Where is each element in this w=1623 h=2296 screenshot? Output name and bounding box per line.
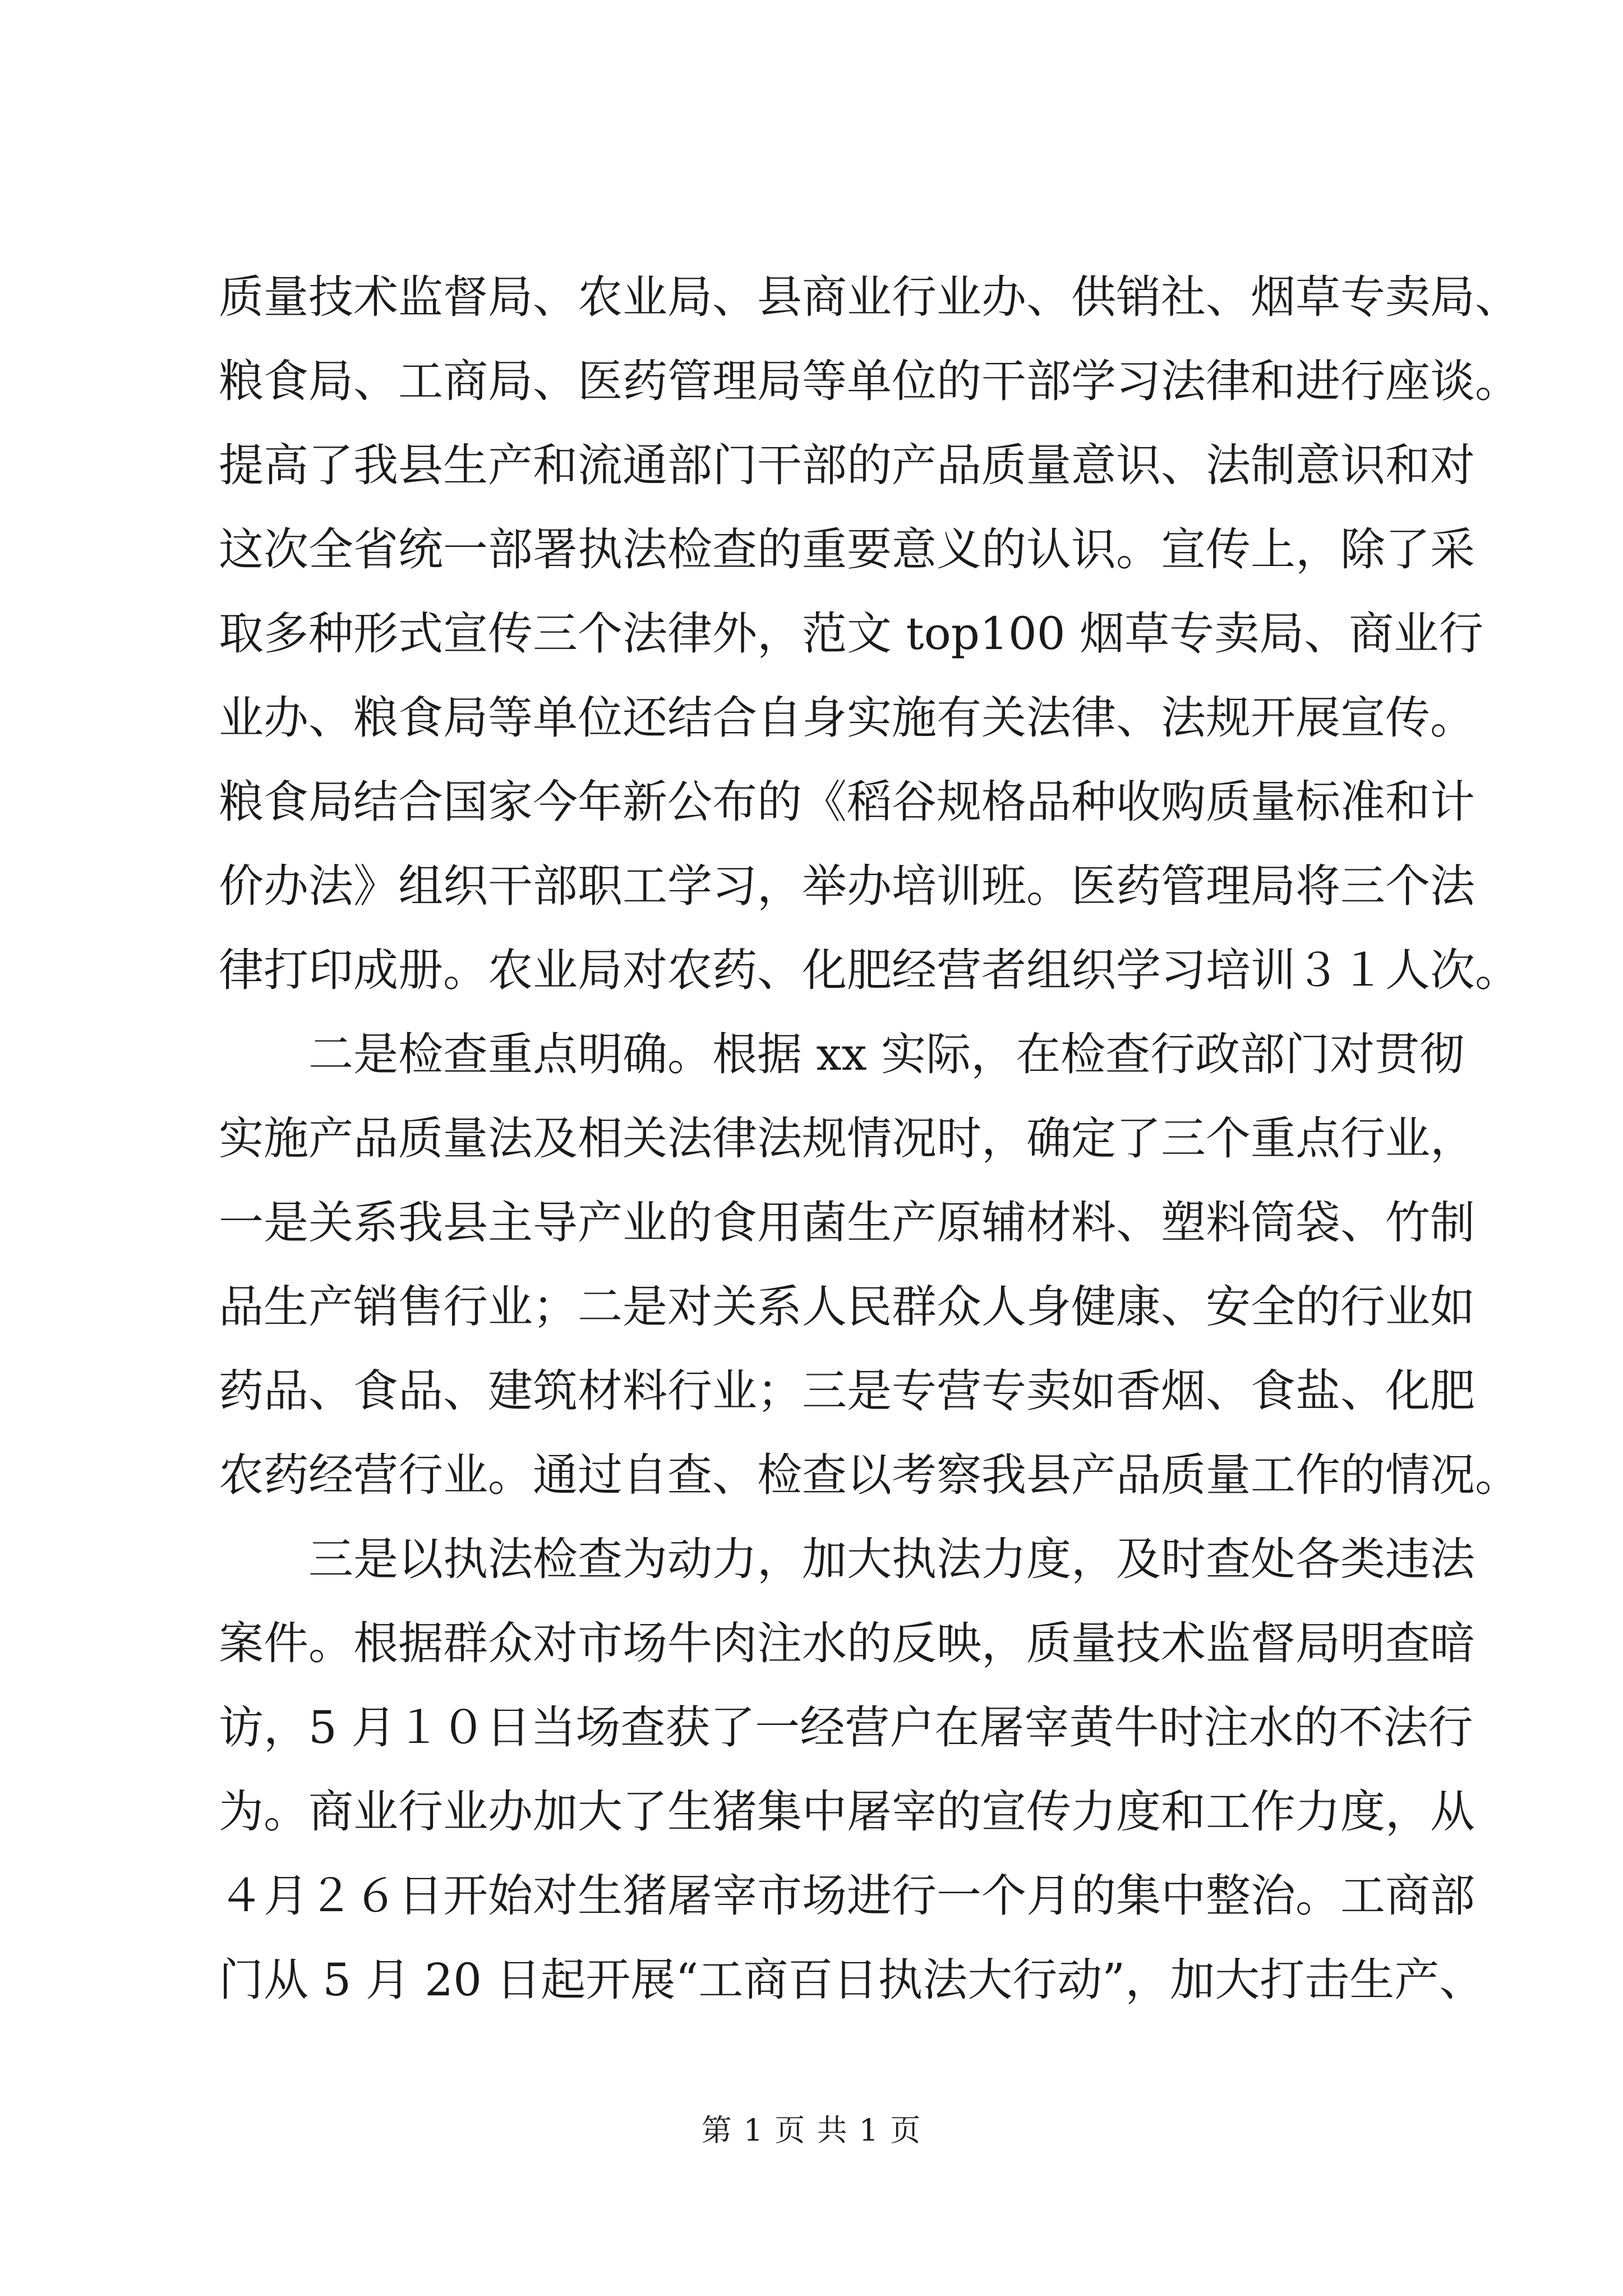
- text-line: 农药经营行业。通过自查、检查以考察我县产品质量工作的情况。: [219, 1449, 1520, 1501]
- page-footer: [0, 2106, 1623, 2150]
- text-line: 律打印成册。农业局对农药、化肥经营者组织学习培训３１人次。: [219, 944, 1520, 996]
- text-line: ４月２６日开始对生猪屠宰市场进行一个月的集中整治。工商部: [219, 1870, 1475, 1922]
- text-line: 品生产销售行业；二是对关系人民群众人身健康、安全的行业如: [219, 1281, 1475, 1333]
- text-line: 为。商业行业办加大了生猪集中屠宰的宣传力度和工作力度，从: [219, 1786, 1475, 1838]
- page-number-label: 第 1 页 共 1 页: [701, 2113, 922, 2148]
- text-line: 案件。根据群众对市场牛肉注水的反映，质量技术监督局明查暗: [219, 1617, 1475, 1669]
- text-line: 价办法》组织干部职工学习，举办培训班。医药管理局将三个法: [219, 860, 1475, 912]
- text-line: 粮食局结合国家今年新公布的《稻谷规格品种收购质量标准和计: [219, 776, 1475, 828]
- text-line: 药品、食品、建筑材料行业；三是专营专卖如香烟、食盐、化肥: [219, 1365, 1475, 1417]
- text-line: 粮食局、工商局、医药管理局等单位的干部学习法律和进行座谈。: [219, 355, 1520, 407]
- text-line: 门从 5 月 20 日起开展“工商百日执法大行动”，加大打击生产、: [219, 1954, 1484, 2006]
- document-body: [219, 255, 1520, 2022]
- text-line: 实施产品质量法及相关法律法规情况时，确定了三个重点行业，: [219, 1112, 1475, 1165]
- text-line: 业办、粮食局等单位还结合自身实施有关法律、法规开展宣传。: [219, 692, 1475, 744]
- text-line: 质量技术监督局、农业局、县商业行业办、供销社、烟草专卖局、: [219, 271, 1520, 323]
- text-line: 取多种形式宣传三个法律外，范文 top100 烟草专卖局、商业行: [219, 608, 1484, 660]
- text-line: 这次全省统一部署执法检查的重要意义的认识。宣传上，除了采: [219, 523, 1475, 576]
- text-line: 一是关系我县主导产业的食用菌生产原辅材料、塑料筒袋、竹制: [219, 1197, 1475, 1249]
- paragraph-start-line: 三是以执法检查为动力，加大执法力度，及时查处各类违法: [308, 1533, 1475, 1585]
- text-line: 提高了我县生产和流通部门干部的产品质量意识、法制意识和对: [219, 439, 1475, 491]
- paragraph-start-line: 二是检查重点明确。根据 xx 实际，在检查行政部门对贯彻: [308, 1028, 1465, 1080]
- text-line: 访，5 月１０日当场查获了一经营户在屠宰黄牛时注水的不法行: [219, 1701, 1473, 1754]
